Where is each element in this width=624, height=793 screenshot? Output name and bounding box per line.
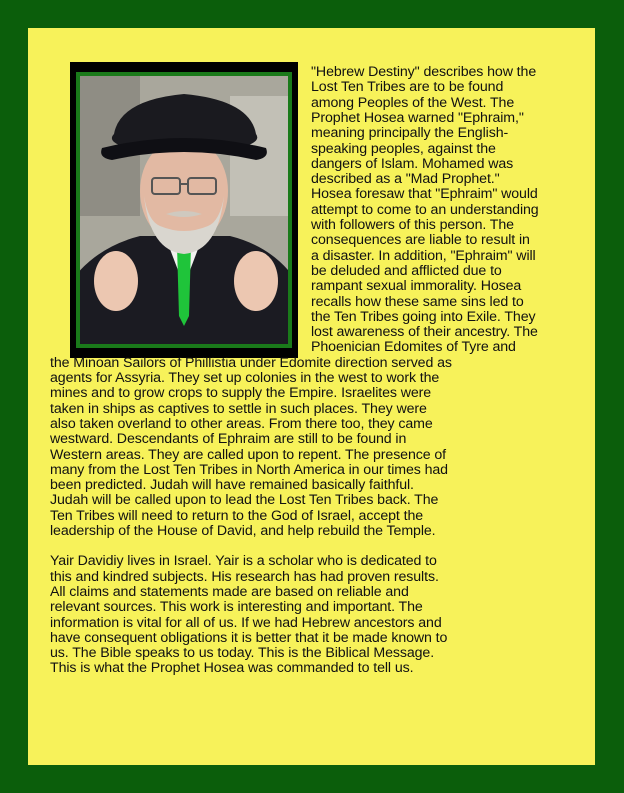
- text-line: mines and to grow crops to supply the Empire. Israelites were: [50, 385, 432, 402]
- text-line: This is what the Prophet Hosea was commanded to tell us.: [50, 660, 414, 677]
- text-line: the Minoan Sailors of Phillistia under Edomite direction served as: [50, 354, 452, 371]
- text-line: us. The Bible speaks to us today. This is the Biblical Message.: [50, 645, 435, 662]
- text-line: taken in ships as captives to settle in such places. They were: [50, 400, 427, 417]
- text-line: Western areas. They are called upon to repent. The presence of: [50, 446, 447, 463]
- text-line: meaning principally the English-: [311, 125, 509, 142]
- article-text: [28, 28, 595, 765]
- text-line: relevant sources. This work is interesting and important. The: [50, 599, 423, 616]
- text-line: speaking peoples, against the: [311, 140, 496, 157]
- text-line: attempt to come to an understanding: [311, 201, 539, 218]
- text-line: Ten Tribes will need to return to the God of Israel, accept the: [50, 507, 424, 524]
- text-line: a disaster. In addition, "Ephraim" will: [311, 247, 536, 264]
- text-line: with followers of this person. The: [311, 217, 514, 233]
- text-line: recalls how these same sins led to: [311, 293, 524, 310]
- text-line: Hosea foresaw that "Ephraim" would: [311, 186, 538, 203]
- text-line: among Peoples of the West. The: [311, 94, 515, 111]
- text-line: Yair Davidiy lives in Israel. Yair is a scholar who is dedicated to: [50, 553, 437, 570]
- text-line: rampant sexual immorality. Hosea: [311, 278, 522, 295]
- text-line: the Ten Tribes going into Exile. They: [311, 308, 536, 325]
- text-line: Lost Ten Tribes are to be found: [311, 79, 504, 96]
- text-line: be deluded and afflicted due to: [311, 262, 502, 279]
- text-line: been predicted. Judah will have remained basically faithful.: [50, 477, 414, 494]
- text-line: consequences are liable to result in: [311, 232, 530, 249]
- text-line: have consequent obligations it is better that it be made known to: [50, 629, 448, 646]
- text-line: lost awareness of their ancestry. The: [311, 324, 538, 341]
- text-line: this and kindred subjects. His research has had proven results.: [50, 568, 439, 585]
- text-line: "Hebrew Destiny" describes how the: [311, 64, 537, 80]
- text-line: Phoenician Edomites of Tyre and: [311, 339, 516, 356]
- text-line: also taken overland to other areas. From there too, they came: [50, 415, 433, 432]
- text-line: information is vital for all of us. If we had Hebrew ancestors and: [50, 614, 442, 631]
- text-line: westward. Descendants of Ephraim are still to be found in: [50, 431, 407, 448]
- text-line: agents for Assyria. They set up colonies in the west to work the: [50, 370, 440, 386]
- text-line: leadership of the House of David, and help rebuild the Temple.: [50, 523, 436, 539]
- text-line: Prophet Hosea warned "Ephraim,": [311, 109, 524, 126]
- text-line: Judah will be called upon to lead the Lost Ten Tribes back. The: [50, 492, 439, 509]
- text-line: described as a "Mad Prophet.": [311, 171, 500, 188]
- text-line: dangers of Islam. Mohamed was: [311, 155, 514, 172]
- text-line: many from the Lost Ten Tribes in North America in our times had: [50, 461, 448, 478]
- text-panel: [28, 28, 595, 765]
- text-line: All claims and statements made are based on reliable and: [50, 583, 409, 600]
